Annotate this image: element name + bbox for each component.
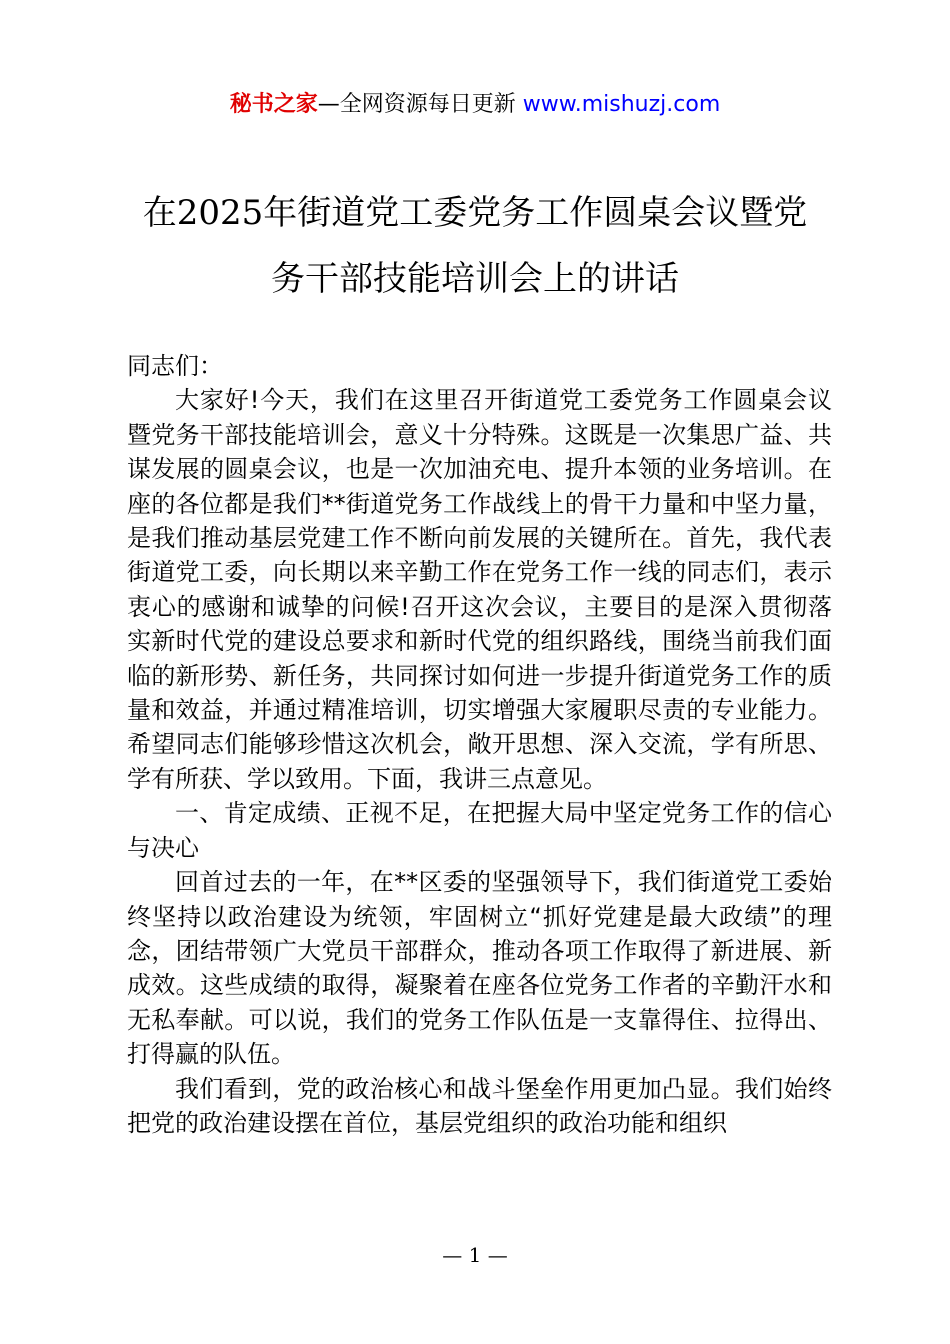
site-url[interactable]: www.mishuzj.com — [522, 92, 721, 117]
header-tagline: —全网资源每日更新 — [317, 92, 516, 117]
paragraph-achievements: 回首过去的一年，在**区委的坚强领导下，我们街道党工委始终坚持以政治建设为统领，牢固树立“抓好党建是最大政绩”的理念，团结带领广大党员干部群众，推动各项工作取得了新进展、新成效。这些成绩的取得，凝聚着在座各位党务工作者的辛勤汗水和无私奉献。可以说，我们的党务工作队伍是一支靠得住、拉得出、打得赢的队伍。 — [127, 868, 832, 1069]
title-line-2: 务干部技能培训会上的讲话 — [271, 259, 679, 299]
document-body — [127, 349, 832, 1140]
brand-name: 秘书之家 — [229, 92, 318, 117]
page-number: — 1 — — [442, 1243, 508, 1267]
site-header — [0, 88, 950, 122]
salutation: 同志们： — [127, 352, 223, 380]
section-heading-1: 一、肯定成绩、正视不足，在把握大局中坚定党务工作的信心与决心 — [127, 799, 832, 862]
paragraph-opening: 大家好!今天，我们在这里召开街道党工委党务工作圆桌会议暨党务干部技能培训会，意义十分特殊。这既是一次集思广益、共谋发展的圆桌会议，也是一次加油充电、提升本领的业务培训。在座的各位都是我们**街道党务工作战线上的骨干力量和中坚力量，是我们推动基层党建工作不断向前发展的关键所在。首先，我代表街道党工委，向长期以来辛勤工作在党务工作一线的同志们，表示衷心的感谢和诚挚的问候!召开这次会议，主要目的是深入贯彻落实新时代党的建设总要求和新时代党的组织路线，围绕当前我们面临的新形势、新任务，共同探讨如何进一步提升街道党务工作的质量和效益，并通过精准培训，切实增强大家履职尽责的专业能力。希望同志们能够珍惜这次机会，敞开思想、深入交流，学有所思、学有所获、学以致用。下面，我讲三点意见。 — [127, 386, 832, 793]
title-line-1: 在2025年街道党工委党务工作圆桌会议暨党 — [142, 193, 808, 233]
document-title — [100, 180, 850, 312]
paragraph-political-core: 我们看到，党的政治核心和战斗堡垒作用更加凸显。我们始终把党的政治建设摆在首位，基层党组织的政治功能和组织 — [127, 1074, 832, 1137]
